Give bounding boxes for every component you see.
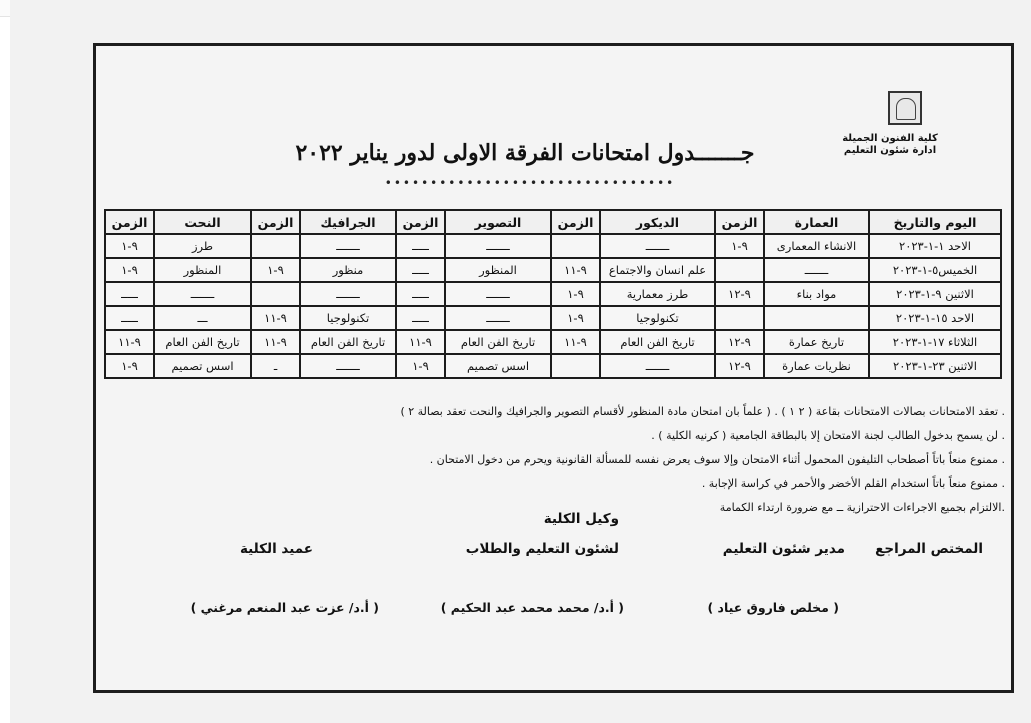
table-cell: تكنولوجيا	[300, 306, 396, 330]
table-cell: طرز معمارية	[600, 282, 715, 306]
header-cell: الزمن	[251, 210, 300, 234]
table-cell: ـــــــ	[445, 306, 551, 330]
table-cell: ٩-١١	[551, 258, 600, 282]
table-cell: ـــــــ	[154, 282, 251, 306]
table-cell: تاريخ الفن العام	[300, 330, 396, 354]
table-cell: ٩-١١	[251, 306, 300, 330]
header-cell: اليوم والتاريخ	[869, 210, 1001, 234]
table-cell: ٩-١	[105, 258, 154, 282]
table-cell: ٩-١٢	[715, 354, 764, 378]
vice-dean-label: وكيل الكلية	[543, 511, 619, 527]
table-cell: ـ	[251, 354, 300, 378]
table-cell: ٩-١	[105, 354, 154, 378]
table-cell: ـــــ	[105, 282, 154, 306]
table-cell	[715, 306, 764, 330]
reviewer-examiner-label: المختص المراجع	[875, 541, 983, 557]
table-cell: اسس تصميم	[445, 354, 551, 378]
table-cell: تاريخ الفن العام	[445, 330, 551, 354]
director-name: ( مخلص فاروق عياد )	[707, 600, 839, 615]
table-cell	[715, 258, 764, 282]
department-name: ادارة شئون التعليم	[843, 145, 937, 156]
table-cell: منظور	[300, 258, 396, 282]
table-row	[105, 306, 1001, 330]
table-cell: ٩-١	[551, 306, 600, 330]
note-line: . تعقد الامتحانات بصالات الامتحانات بقاعة ( ٢ ١ ) . ( علماً بان امتحان مادة المنظور لأقسام التصوير والجرافيك والنحت تعقد بصالة ٢ )	[400, 405, 1005, 418]
table-cell	[251, 234, 300, 258]
table-cell: الاثنين ٩-١-٢٠٢٣	[869, 282, 1001, 306]
table-cell: ٩-١١	[251, 330, 300, 354]
note-line: . ممنوع منعاً باتاً استخدام القلم الأخضر والأحمر في كراسة الإجابة .	[701, 477, 1005, 490]
exam-notes	[300, 400, 1005, 520]
table-cell: الانشاء المعمارى	[764, 234, 869, 258]
exam-schedule-table	[104, 209, 1002, 379]
table-cell: ـــــــ	[600, 354, 715, 378]
table-cell: المنظور	[154, 258, 251, 282]
table-cell: ـــــــ	[445, 234, 551, 258]
header-cell: الزمن	[715, 210, 764, 234]
table-cell: تاريخ الفن العام	[154, 330, 251, 354]
director-label: مدير شئون التعليم	[722, 541, 845, 557]
table-cell: تاريخ عمارة	[764, 330, 869, 354]
table-cell: المنظور	[445, 258, 551, 282]
faculty-name: كلية الفنون الجميلة	[842, 133, 938, 144]
table-cell: ـــــــ	[600, 234, 715, 258]
table-cell: ٩-١	[396, 354, 445, 378]
table-cell: الاثنين ٢٣-١-٢٠٢٣	[869, 354, 1001, 378]
header-cell: التصوير	[445, 210, 551, 234]
table-cell: ٩-١٢	[715, 330, 764, 354]
table-cell	[251, 282, 300, 306]
header-cell: العمارة	[764, 210, 869, 234]
table-cell: الاحد ١٥-١-٢٠٢٣	[869, 306, 1001, 330]
table-cell: ٩-١١	[551, 330, 600, 354]
table-cell: الاحد ١-١-٢٠٢٣	[869, 234, 1001, 258]
table-cell: ٩-١	[715, 234, 764, 258]
table-cell: ـــــ	[396, 282, 445, 306]
header-cell: الزمن	[105, 210, 154, 234]
table-row	[105, 282, 1001, 306]
header-cell: الجرافيك	[300, 210, 396, 234]
table-cell: ٩-١١	[105, 330, 154, 354]
table-cell	[551, 234, 600, 258]
header-cell: الزمن	[396, 210, 445, 234]
table-cell: علم انسان والاجتماع	[600, 258, 715, 282]
table-row	[105, 330, 1001, 354]
header-cell: النحت	[154, 210, 251, 234]
table-row	[105, 354, 1001, 378]
title-separator: ••••••••••••••••••••••••••••••••	[384, 176, 676, 190]
table-cell: الثلاثاء ١٧-١-٢٠٢٣	[869, 330, 1001, 354]
table-cell: ـــــــ	[300, 234, 396, 258]
table-cell: طرز	[154, 234, 251, 258]
table-cell: ٩-١١	[396, 330, 445, 354]
table-cell: اسس تصميم	[154, 354, 251, 378]
table-cell: ٩-١٢	[715, 282, 764, 306]
table-cell	[764, 306, 869, 330]
page-title: جـــــــدول امتحانات الفرقة الاولى لدور يناير ٢٠٢٢	[295, 140, 755, 166]
table-cell: ـــــــ	[445, 282, 551, 306]
table-cell: نظريات عمارة	[764, 354, 869, 378]
table-cell: مواد بناء	[764, 282, 869, 306]
note-line: . ممنوع منعاً باتاً أصطحاب التليفون المحمول أثناء الامتحان وإلا سوف يعرض نفسه للمسألة القانونية ويحرم من دخول الامتحان .	[429, 453, 1005, 466]
dean-label: عميد الكلية	[239, 541, 313, 557]
table-cell: ـــــ	[105, 306, 154, 330]
table-cell: ـــــ	[396, 258, 445, 282]
table-cell: ٩-١	[551, 282, 600, 306]
vice-dean-portfolio-label: لشئون التعليم والطلاب	[465, 541, 619, 557]
table-cell: ـــ	[154, 306, 251, 330]
table-cell: ـــــ	[396, 306, 445, 330]
note-line: . لن يسمح بدخول الطالب لجنة الامتحان إلا بالبطاقة الجامعية ( كرنيه الكلية ) .	[651, 429, 1005, 442]
table-header-row	[105, 210, 1001, 234]
table-cell: ـــــــ	[300, 282, 396, 306]
table-cell	[551, 354, 600, 378]
table-cell: تكنولوجيا	[600, 306, 715, 330]
table-cell: ـــــــ	[300, 354, 396, 378]
table-cell: ٩-١	[105, 234, 154, 258]
vice-dean-name: ( أ.د/ محمد محمد عبد الحكيم )	[440, 600, 624, 615]
note-line: .الالتزام بجميع الاجراءات الاحترازية ــ مع ضرورة ارتداء الكمامة	[719, 501, 1005, 514]
table-cell: الخميس٥-١-٢٠٢٣	[869, 258, 1001, 282]
table-cell: ـــــــ	[764, 258, 869, 282]
faculty-logo	[888, 91, 922, 125]
header-cell: الزمن	[551, 210, 600, 234]
faculty-header	[840, 133, 940, 157]
table-cell: ـــــ	[396, 234, 445, 258]
table-row	[105, 234, 1001, 258]
header-cell: الديكور	[600, 210, 715, 234]
table-row	[105, 258, 1001, 282]
table-cell: ٩-١	[251, 258, 300, 282]
dean-name: ( أ.د/ عزت عبد المنعم مرغني )	[190, 600, 379, 615]
table-cell: تاريخ الفن العام	[600, 330, 715, 354]
